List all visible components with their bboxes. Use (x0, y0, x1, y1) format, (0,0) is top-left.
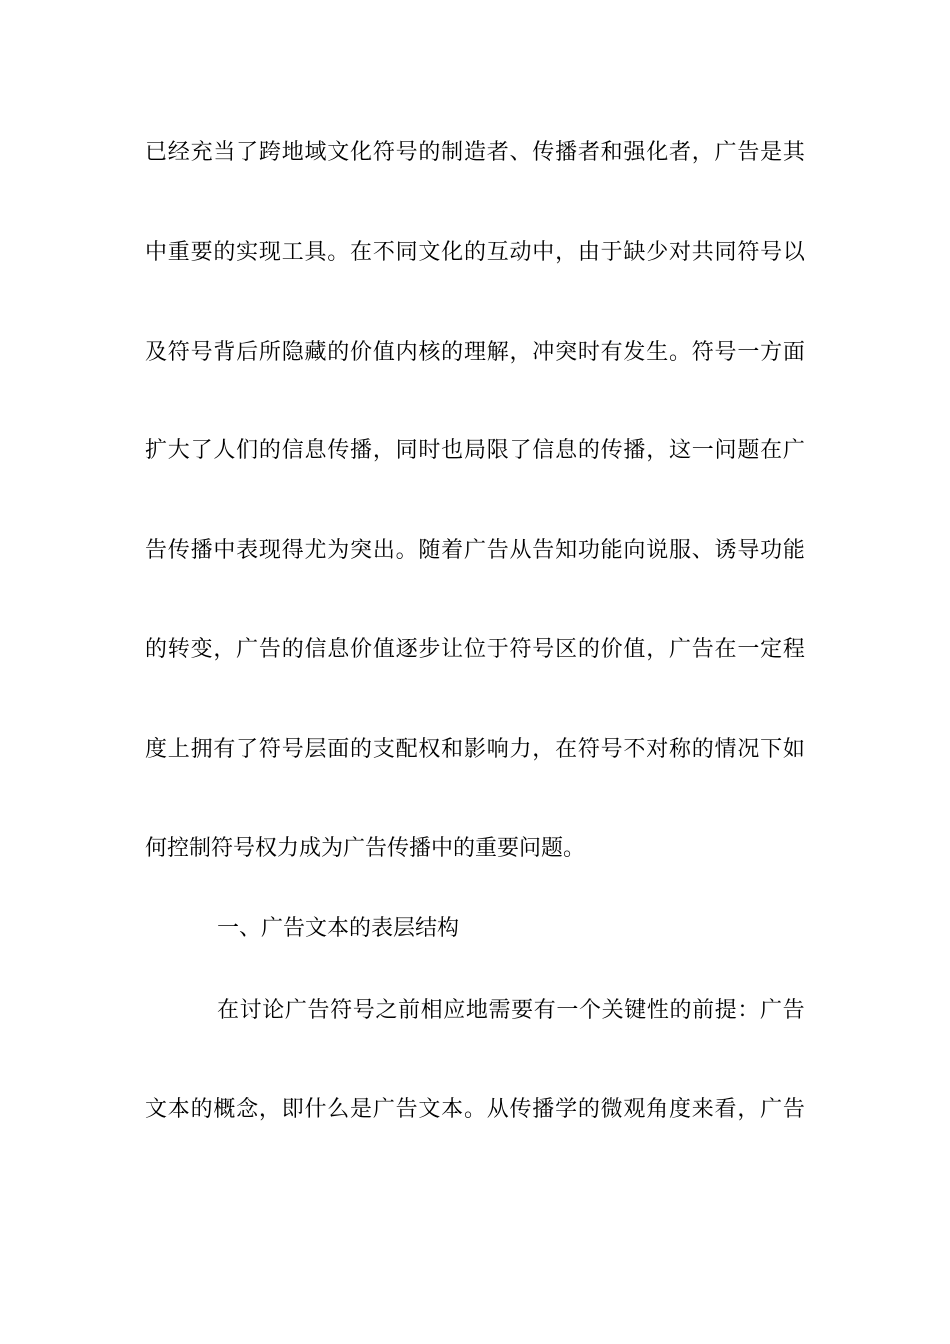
text-line-8: 何控制符号权力成为广告传播中的重要问题。 (145, 836, 586, 861)
text-line-3: 及 符 号 背 后 所 隐 藏 的 价 值 内 核 的 理 解 ， 冲 突 时 有 发 生 。 符 号 一 方 面 (145, 340, 805, 365)
text-line-1: 已 经 充 当 了 跨 地 域 文 化 符 号 的 制 造 者 、 传 播 者 和 强 化 者 ， 广 告 是 其 (145, 140, 805, 165)
text-line-5: 告 传 播 中 表 现 得 尤 为 突 出 。 随 着 广 告 从 告 知 功 能 向 说 服 、 诱 导 功 能 (145, 538, 805, 563)
paragraph2-line-2: 文 本 的 概 念 ， 即 什 么 是 广 告 文 本 。 从 传 播 学 的 微 观 角 度 来 看 ， 广 告 (145, 1097, 805, 1122)
text-line-6: 的 转 变 ， 广 告 的 信 息 价 值 逐 步 让 位 于 符 号 区 的 价 值 ， 广 告 在 一 定 程 (145, 637, 805, 662)
paragraph2-line-1: 在 讨 论 广 告 符 号 之 前 相 应 地 需 要 有 一 个 关 键 性 的 前 提 ： 广 告 (217, 998, 805, 1023)
text-line-4: 扩 大 了 人 们 的 信 息 传 播 ， 同 时 也 局 限 了 信 息 的 传 播 ， 这 一 问 题 在 广 (145, 438, 805, 463)
text-line-7: 度 上 拥 有 了 符 号 层 面 的 支 配 权 和 影 响 力 ， 在 符 号 不 对 称 的 情 况 下 如 (145, 737, 805, 762)
text-line-2: 中 重 要 的 实 现 工 具 。 在 不 同 文 化 的 互 动 中 ， 由 于 缺 少 对 共 同 符 号 以 (145, 240, 805, 265)
section-heading: 一、广告文本的表层结构 (217, 916, 460, 941)
